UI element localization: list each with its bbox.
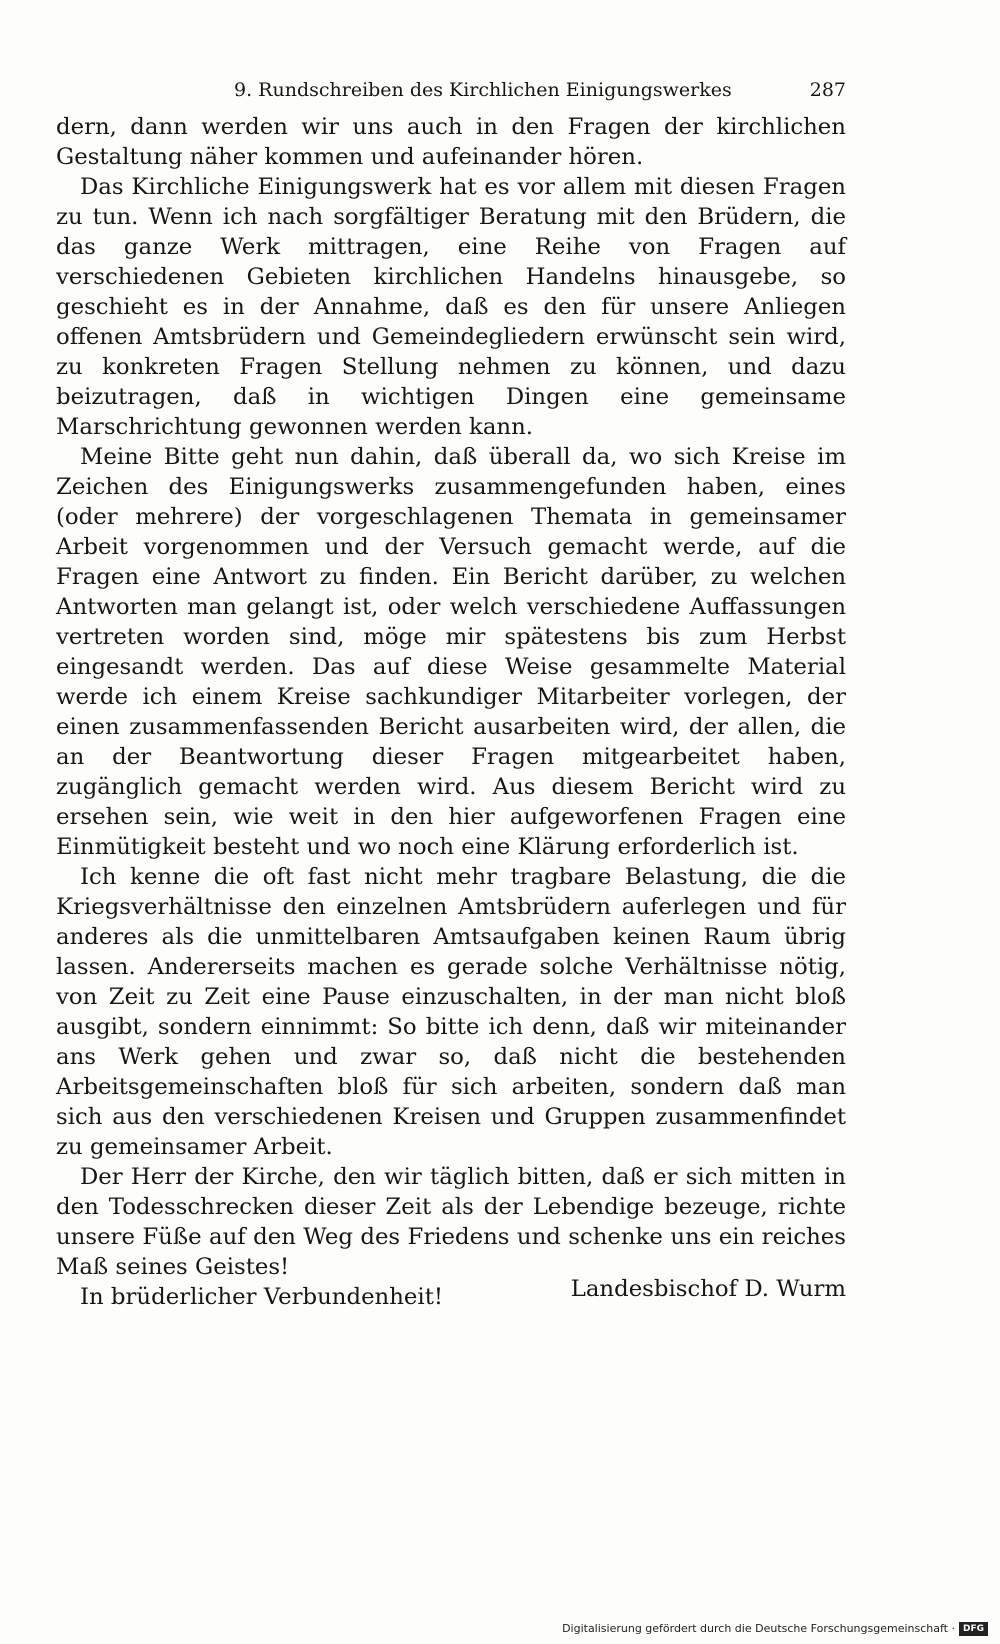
footer-credit: [562, 1622, 988, 1636]
running-title: 9. Rundschreiben des Kirchlichen Einigungswerkes: [234, 79, 732, 101]
closing-salutation: In brüderlicher Verbundenheit!: [80, 1284, 444, 1310]
footer-credit-text: Digitalisierung gefördert durch die Deutsche Forschungsgemeinschaft ·: [562, 1622, 955, 1635]
body-text: [56, 112, 846, 1312]
dfg-logo: DFG: [959, 1622, 988, 1636]
page-number: 287: [809, 79, 846, 101]
paragraph-5: Der Herr der Kirche, den wir täglich bitten, daß er sich mitten in den Todesschrecken dieser Zeit als der Lebendige bezeuge, richte unsere Füße auf den Weg des Friedens und schenke uns ein reiches Maß seines Geistes!: [56, 1164, 846, 1280]
paragraph-2: Das Kirchliche Einigungswerk hat es vor allem mit diesen Fragen zu tun. Wenn ich nach sorgfältiger Beratung mit den Brüdern, die das ganze Werk mittragen, eine Reihe von Fragen auf verschiedenen Gebieten kirchlichen Handelns hinausgebe, so geschieht es in der Annahme, daß es den für unsere Anliegen offenen Amtsbrüdern und Gemeindegliedern erwünscht sein wird, zu konkreten Fragen Stellung nehmen zu können, und dazu beizutragen, daß in wichtigen Dingen eine gemeinsame Marschrichtung gewonnen werden kann.: [56, 174, 846, 440]
running-head: [56, 76, 846, 104]
paragraph-3: Meine Bitte geht nun dahin, daß überall da, wo sich Kreise im Zeichen des Einigungswerks zusammengefunden haben, eines (oder mehrere) der vorgeschlagenen Themata in gemeinsamer Arbeit vorgenommen und der Versuch gemacht werde, auf die Fragen eine Antwort zu finden. Ein Bericht darüber, zu welchen Antworten man gelangt ist, oder welch verschiedene Auffassungen vertreten worden sind, möge mir spätestens bis zum Herbst eingesandt werden. Das auf diese Weise gesammelte Material werde ich einem Kreise sachkundiger Mitarbeiter vorlegen, der einen zusammenfassenden Bericht ausarbeiten wird, der allen, die an der Beantwortung dieser Fragen mitgearbeitet haben, zugänglich gemacht werden wird. Aus diesem Bericht wird zu ersehen sein, wie weit in den hier aufgeworfenen Fragen eine Einmütigkeit besteht und wo noch eine Klärung erforderlich ist.: [56, 444, 846, 860]
signature: Landesbischof D. Wurm: [570, 1276, 846, 1302]
paragraph-4: Ich kenne die oft fast nicht mehr tragbare Belastung, die die Kriegsverhältnisse den einzelnen Amtsbrüdern auferlegen und für anderes als die unmittelbaren Amtsaufgaben keinen Raum übrig lassen. Andererseits machen es gerade solche Verhältnisse nötig, von Zeit zu Zeit eine Pause einzuschalten, in der man nicht bloß ausgibt, sondern einnimmt: So bitte ich denn, daß wir miteinander ans Werk gehen und zwar so, daß nicht die bestehenden Arbeitsgemeinschaften bloß für sich arbeiten, sondern daß man sich aus den verschiedenen Kreisen und Gruppen zusammenfindet zu gemeinsamer Arbeit.: [56, 864, 846, 1160]
paragraph-1: dern, dann werden wir uns auch in den Fragen der kirchlichen Gestaltung näher kommen und aufeinander hören.: [56, 114, 846, 170]
